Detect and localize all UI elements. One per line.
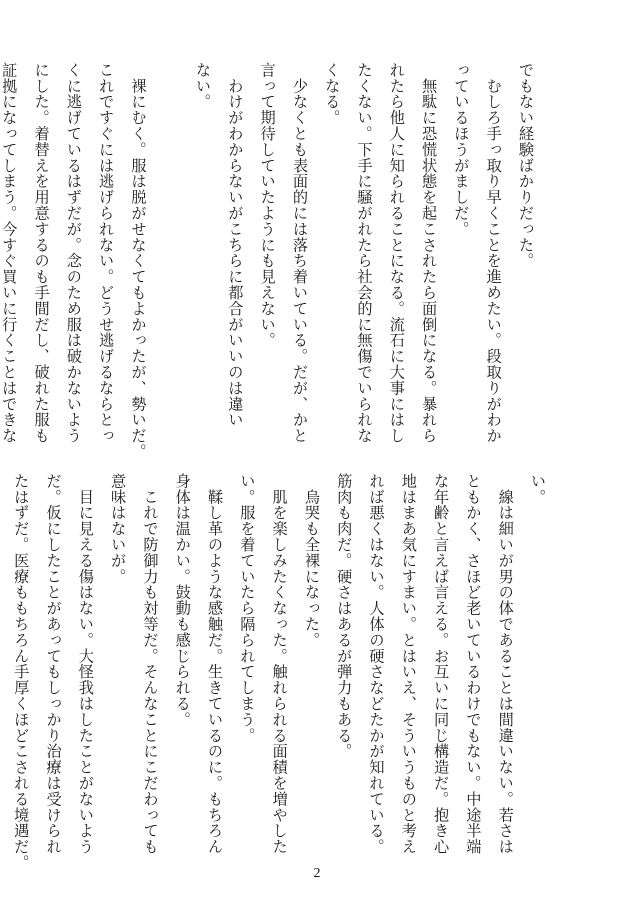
text-line: 証拠になってしまう。今すぐ買いに行くことはできな xyxy=(0,62,19,444)
text-line: くに逃げているはずだが。念のため服は破かないよう xyxy=(64,62,83,444)
text-line: 地はまあ気にすまい。とはいえ、そういうものと考え xyxy=(399,473,418,855)
text-line: っているほうがましだ。 xyxy=(452,62,471,237)
text-line: くなる。 xyxy=(323,62,342,126)
text-line: 裸にむく。服は脱がせなくてもよかったが、勢いだ。 xyxy=(129,62,148,460)
text-column-block-bottom xyxy=(5,473,554,871)
text-line: い。服を着ていたら隔られてしまう。 xyxy=(238,473,257,744)
text-line: 鞣し革のような感触だ。生きているのに。もちろん xyxy=(206,473,225,855)
text-line: 少なくとも表面的には落ち着いている。だが、かと xyxy=(290,62,309,444)
text-line: い。 xyxy=(529,473,547,505)
text-line: これで防御力も対等だ。そんなことにこだわっても xyxy=(141,473,160,855)
text-line: 烏哭も全裸になった。 xyxy=(302,473,321,648)
text-line: 身体は温かい。鼓動も感じられる。 xyxy=(173,473,192,728)
text-line: 線は細いが男の体であることは間違いない。若さは xyxy=(496,473,515,855)
text-line: 意味はないが。 xyxy=(109,473,128,585)
text-line: わけがわからないがこちらに都合がいいのは違い xyxy=(226,62,245,428)
text-line: ともかく、さほど老いているわけでもない。中途半端 xyxy=(464,473,483,855)
text-line: むしろ手っ取り早くことを進めたい。段取りがわか xyxy=(484,62,503,444)
text-line: れば悪くはない。人体の硬さなどたかが知れている。 xyxy=(367,473,386,855)
text-line: でもない経験ばかりだった。 xyxy=(517,62,535,269)
text-line: 肌を楽しみたくなった。触れられる面積を増やした xyxy=(270,473,289,855)
page-number: 2 xyxy=(313,866,321,881)
text-line: 無駄に恐慌状態を起こされたら面倒になる。暴れら xyxy=(420,62,439,444)
text-line: 筋肉も肉だ。硬さはあるが弾力もある。 xyxy=(335,473,354,760)
text-line: れたら他人に知られることになる。流石に大事にはし xyxy=(387,62,406,444)
text-line: 目に見える傷はない。大怪我はしたことがないよう xyxy=(76,473,95,855)
text-line xyxy=(154,62,186,442)
text-line: だ。仮にしたことがあってもしっかり治療は受けられ xyxy=(44,473,63,855)
text-column-block-top xyxy=(0,62,542,460)
text-line: これですぐには逃げられない。どうせ逃げるならとっ xyxy=(97,62,116,444)
text-line: 言って期待していたようにも見えない。 xyxy=(258,62,277,349)
text-line: にした。着替えを用意するのも手間だし、破れた服も xyxy=(32,62,51,444)
text-line: な年齢と言えば言える。お互いに同じ構造だ。抱き心 xyxy=(432,473,451,855)
text-line: たくない。下手に騒がれたら社会的に無傷でいられな xyxy=(355,62,374,444)
text-line: たはずだ。医療ももちろん手厚くほどこされる境遇だ。 xyxy=(12,473,31,871)
text-line: ない。 xyxy=(194,62,213,110)
